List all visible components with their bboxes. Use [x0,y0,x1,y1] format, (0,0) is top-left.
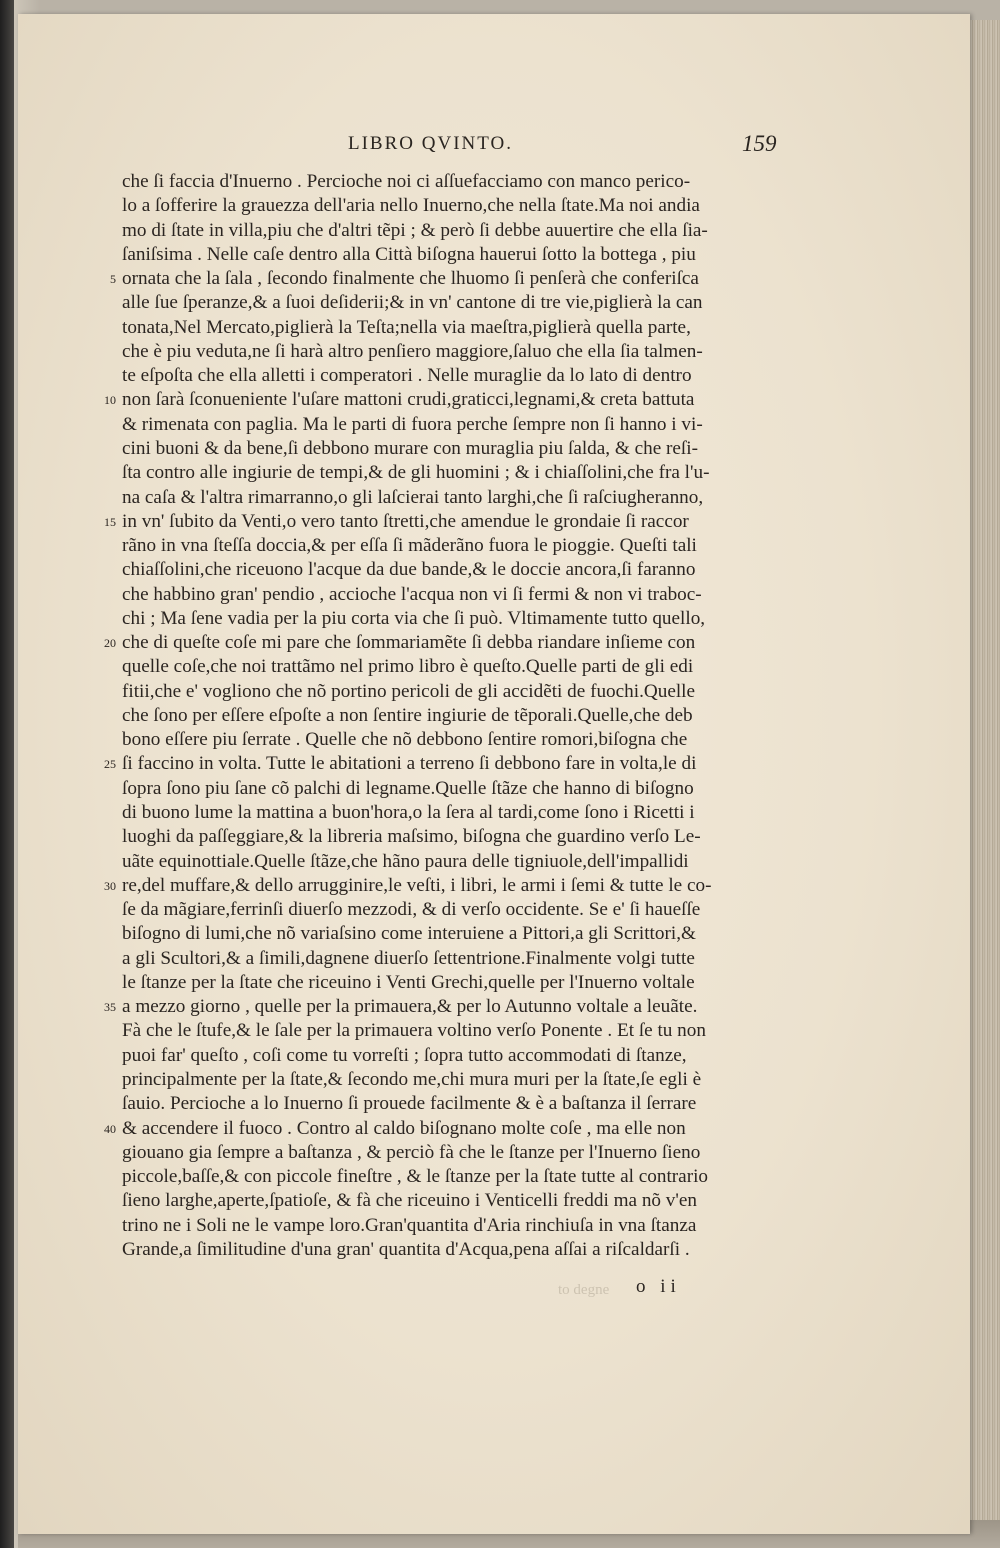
text-line: di buono lume la mattina a buon'hora,o la ſera al tardi,come ſono i Ricetti i [122,802,695,824]
text-line: Fà che le ſtufe,& le ſale per la primauera voltino verſo Ponente . Et ſe tu non [122,1020,706,1042]
text-line: trino ne i Soli ne le vampe loro.Gran'quantita d'Aria rinchiuſa in vna ſtanza [122,1214,697,1236]
line-number: 25 [104,757,116,772]
text-line: in vn' ſubito da Venti,o vero tanto ſtretti,che amendue le grondaie ſi raccor [122,510,689,532]
text-line: quelle coſe,che noi trattãmo nel primo libro è queſto.Quelle parti de gli edi [122,656,694,678]
text-line: puoi far' queſto , coſi come tu vorreſti ; ſopra tutto accommodati di ſtanze, [122,1044,687,1066]
text-line: luoghi da paſſeggiare,& la libreria maſsimo, biſogna che guardino verſo Le- [122,826,701,848]
binding-edge [0,0,14,1548]
text-line: ſi faccino in volta. Tutte le abitationi a terreno ſi debbono fare in volta,le di [122,753,697,775]
text-line: piccole,baſſe,& con piccole fineſtre , & le ſtanze per la ſtate tutte al contrario [122,1166,709,1188]
text-line: rãno in vna ſteſſa doccia,& per eſſa ſi mãderãno fuora le pioggie. Queſti tali [122,535,697,557]
line-number: 30 [104,878,116,893]
text-line: ſauio. Percioche a lo Inuerno ſi prouede facilmente & è a baſtanza il ſerrare [122,1093,697,1115]
running-head: LIBRO QVINTO. [348,133,513,154]
show-through-text: to degne [558,1282,610,1298]
text-line: & rimenata con paglia. Ma le parti di fuora perche ſempre non ſi hanno i vi- [122,413,703,435]
line-number: 10 [104,393,116,408]
text-line: che ſono per eſſere eſpoſte a non ſentire ingiurie de tẽporali.Quelle,che deb [122,704,693,726]
line-number: 35 [104,1000,116,1015]
text-line: ſaniſsima . Nelle caſe dentro alla Città biſogna hauerui ſotto la bottega , piu [122,243,696,265]
signature-mark: o ii [636,1276,681,1297]
text-line: na caſa & l'altra rimarranno,o gli laſcierai tanto larghi,che ſi raſciugheranno, [122,486,704,508]
text-line: mo di ſtate in villa,piu che d'altri tẽpi ; & però ſi debbe auuertire che ella ſia- [122,219,708,241]
text-line: che di queſte coſe mi pare che ſommariamẽte ſi debba riandare inſieme con [122,632,696,654]
text-line: ſta contro alle ingiurie de tempi,& de gli huomini ; & i chiaſſolini,che fra l'u- [122,462,710,484]
text-line: ſopra ſono piu ſane cõ palchi di legname.Quelle ſtãze che hanno di biſogno [122,777,694,799]
text-line: che habbino gran' pendio , accioche l'acqua non vi ſi fermi & non vi traboc- [122,583,702,605]
text-line: & accendere il fuoco . Contro al caldo biſognano molte coſe , ma elle non [122,1117,686,1139]
text-line: re,del muffare,& dello arrugginire,le veſti, i libri, le armi i ſemi & tutte le co- [122,874,712,896]
line-number: 15 [104,514,116,529]
line-number: 5 [110,272,116,287]
text-line: che ſi faccia d'Inuerno . Percioche noi ci aſſuefacciamo con manco perico- [122,171,691,192]
text-line: chiaſſolini,che riceuono l'acque da due bande,& le doccie ancora,ſi faranno [122,559,696,581]
text-line: alle ſue ſperanze,& a ſuoi deſiderii;& in vn' cantone di tre vie,piglierà la can [122,292,703,314]
text-line: cini buoni & da bene,ſi debbono murare con muraglia piu ſalda, & che reſi- [122,437,698,459]
line-number: 20 [104,636,116,651]
text-line: ſieno larghe,aperte,ſpatioſe, & fà che riceuino i Venticelli freddi ma nõ v'en [122,1190,697,1212]
text-line: uãte equinottiale.Quelle ſtãze,che hãno paura delle tigniuole,dell'impallidi [122,850,689,872]
text-line: Grande,a ſimilitudine d'una gran' quantita d'Acqua,pena aſſai a riſcaldarſi . [122,1238,690,1260]
text-line: principalmente per la ſtate,& ſecondo me,chi mura muri per la ſtate,ſe egli è [122,1068,702,1090]
page-edges [968,20,1000,1525]
text-line: che è piu veduta,ne ſi harà altro penſiero maggiore,ſaluo che ella ſia talmen- [122,340,703,362]
text-line: ornata che la ſala , ſecondo finalmente che lhuomo ſi penſerà che conferiſca [122,268,699,290]
text-line: te eſpoſta che ella alletti i comperatori . Nelle muraglie da lo lato di dentro [122,365,692,387]
page-number: 159 [742,131,777,156]
text-line: giouano gia ſempre a baſtanza , & perciò fà che le ſtanze per l'Inuerno ſieno [122,1141,701,1163]
text-line: lo a ſofferire la grauezza dell'aria nello Inuerno,che nella ſtate.Ma noi andia [122,195,700,217]
text-line: a mezzo giorno , quelle per la primauera,& per lo Autunno voltale a leuãte. [122,996,698,1018]
text-line: non ſarà ſconueniente l'uſare mattoni crudi,graticci,legnami,& creta battuta [122,389,695,411]
text-line: tonata,Nel Mercato,piglierà la Teſta;nella via maeſtra,piglierà quella parte, [122,316,691,338]
text-line: ſe da mãgiare,ferrinſi diuerſo mezzodi, & di verſo occidente. Se e' ſi haueſſe [122,899,701,921]
line-number: 40 [104,1121,116,1136]
text-line: bono eſſere piu ſerrate . Quelle che nõ debbono ſentire romori,biſogna che [122,729,688,751]
text-line: chi ; Ma ſene vadia per la piu corta via che ſi può. Vltimamente tutto quello, [122,607,706,629]
text-line: le ſtanze per la ſtate che riceuino i Venti Grechi,quelle per l'Inuerno voltale [122,971,695,993]
text-line: a gli Scultori,& a ſimili,dagnene diuerſo ſettentrione.Finalmente volgi tutte [122,947,695,969]
text-line: biſogno di lumi,che nõ variaſsino come interuiene a Pittori,a gli Scrittori,& [122,923,696,945]
text-line: fitii,che e' vogliono che nõ portino pericoli de gli accidẽti de fuochi.Quelle [122,680,696,702]
